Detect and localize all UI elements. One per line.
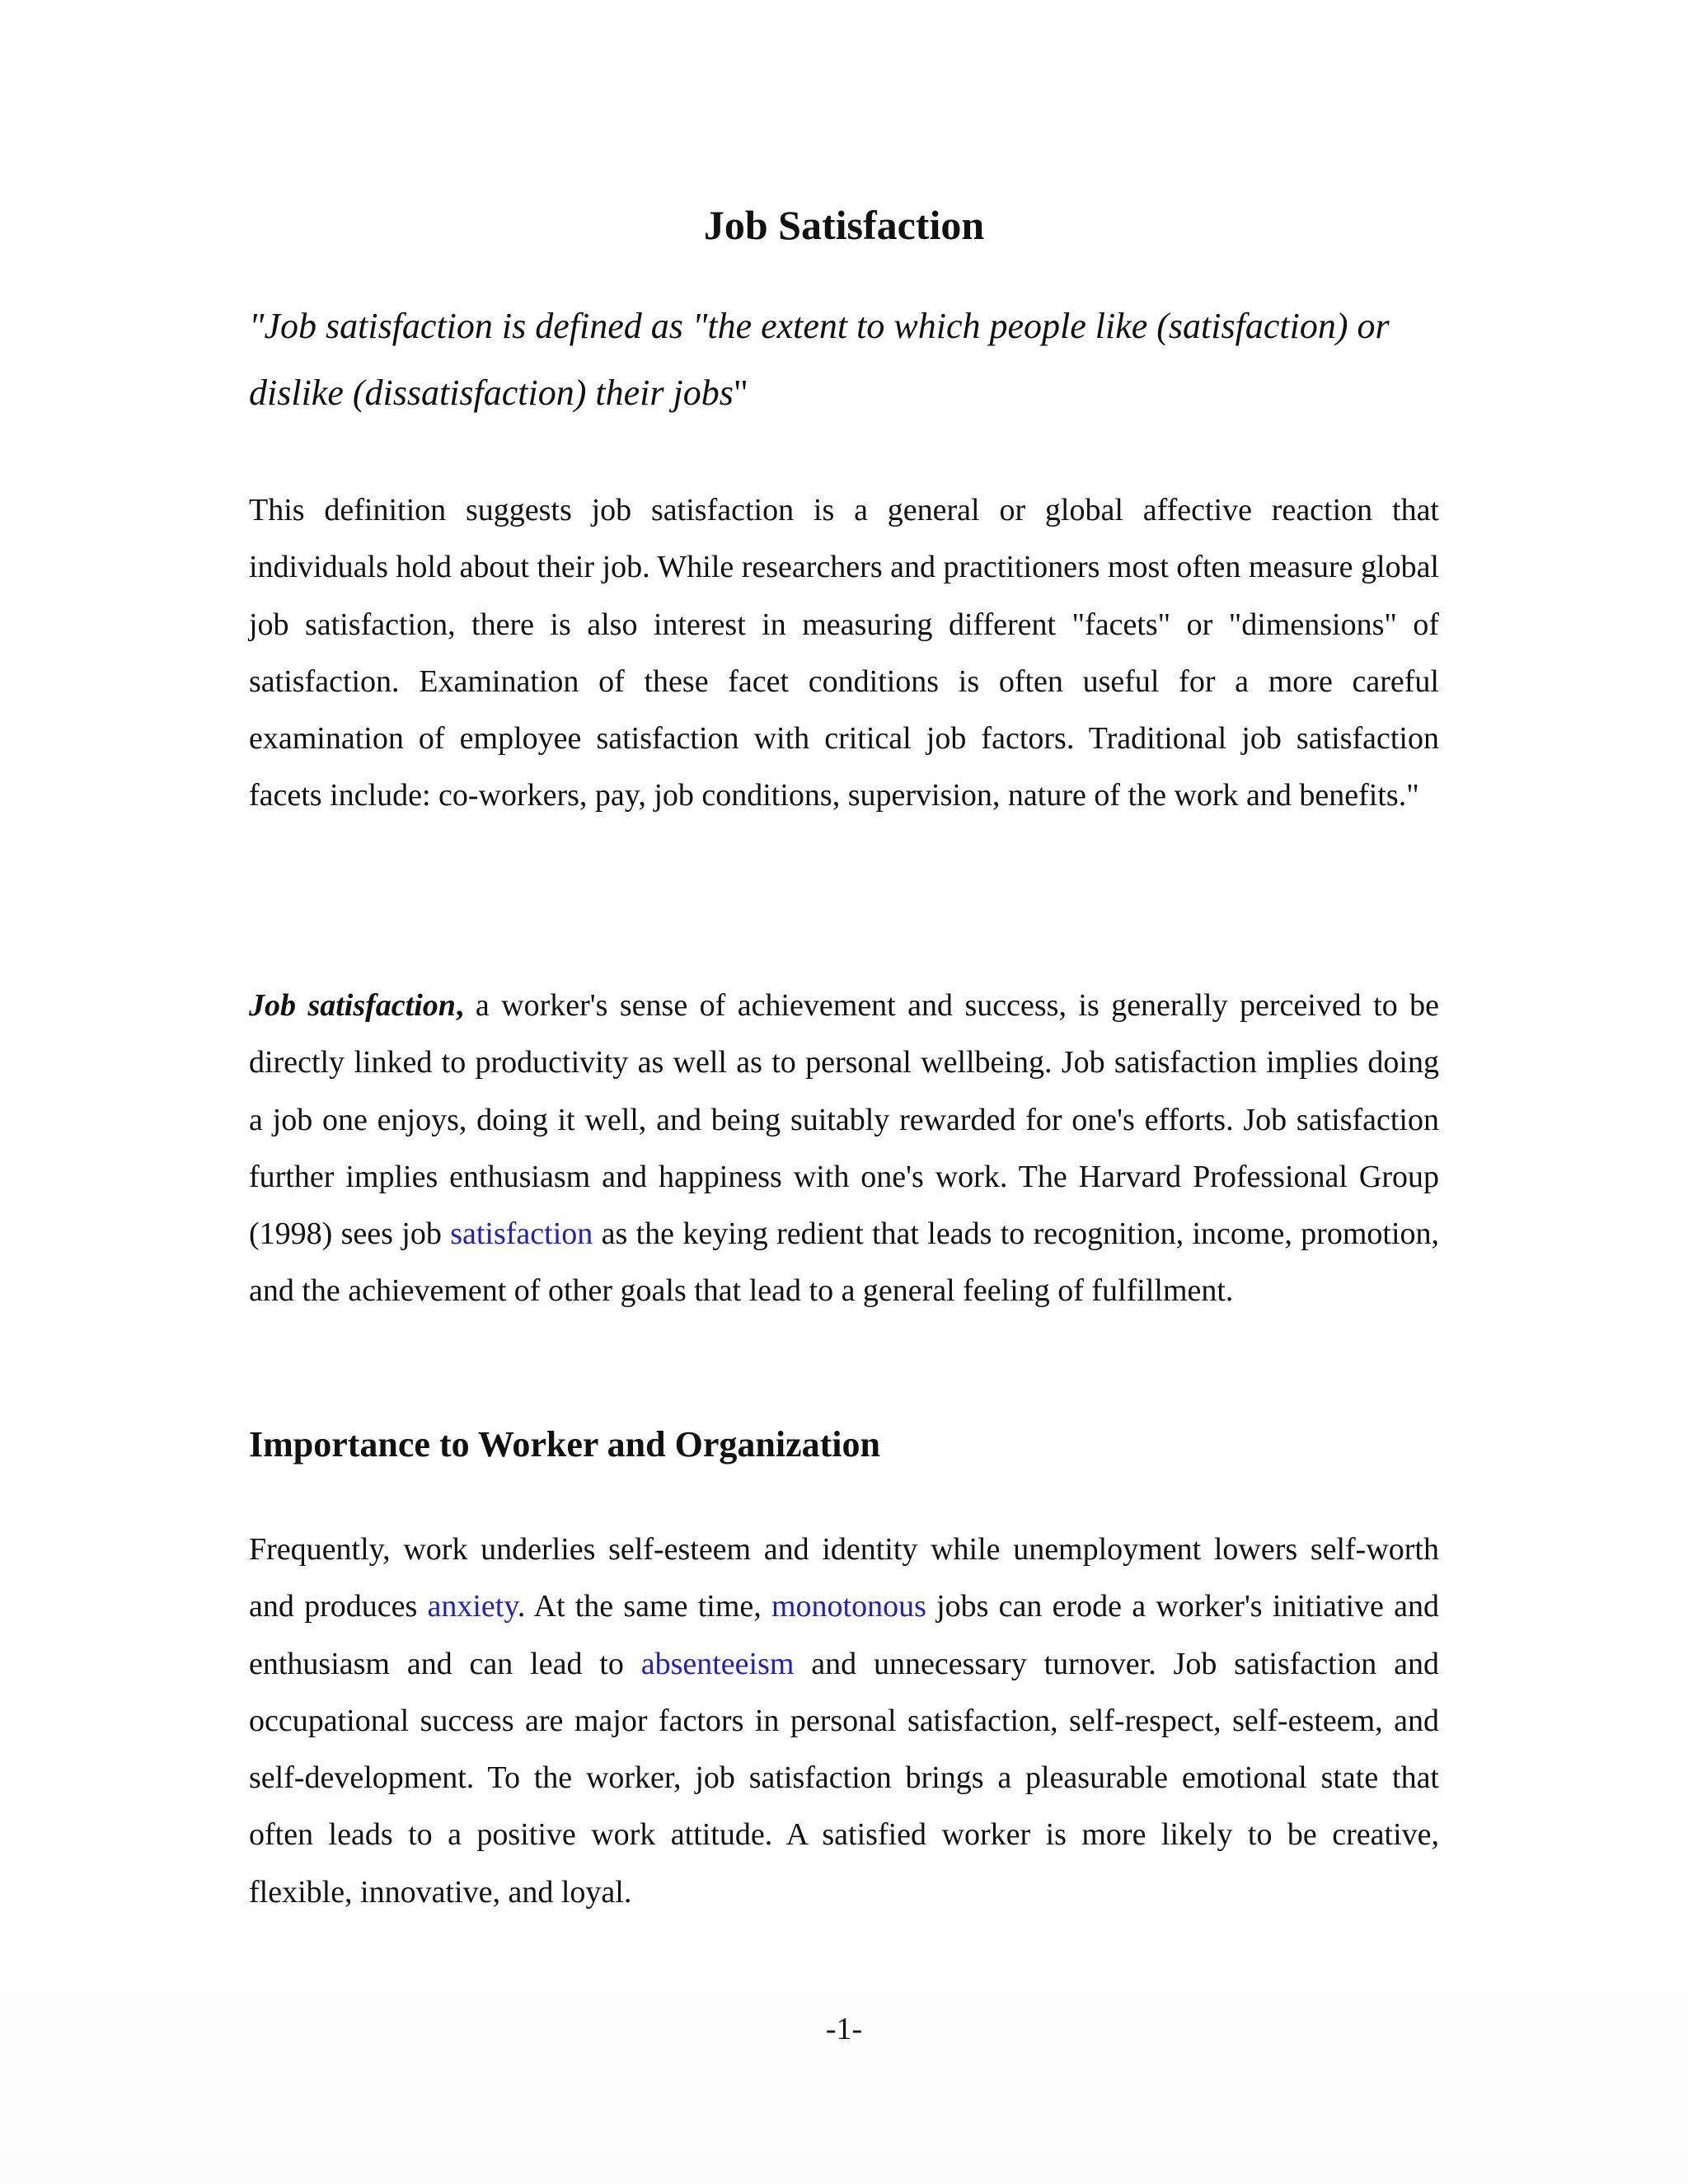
definition-quote-closing: " xyxy=(733,373,748,413)
paragraph-text: . At the same time, xyxy=(517,1589,771,1624)
page-title: Job Satisfaction xyxy=(703,202,985,248)
satisfaction-link[interactable]: satisfaction xyxy=(450,1216,593,1252)
job-satisfaction-paragraph xyxy=(249,977,1439,1320)
paragraph-text: jobs can erode a worker's initiative and enthusiasm and can lead to xyxy=(249,1589,1439,1681)
paragraph-text: a worker's sense of achievement and success, is generally perceived to be directly linked to productivity as well as to personal wellbeing. Job satisfaction implies doing a job one enjoys, doing it well, and being suitably rewarded for one's efforts. Job satisfaction further implies enthusiasm and happiness with one's work. The Harvard Professional Group (1998) sees job xyxy=(249,988,1440,1252)
definition-quote xyxy=(249,293,1452,426)
anxiety-link[interactable]: anxiety xyxy=(427,1589,518,1624)
importance-paragraph xyxy=(249,1521,1439,1921)
paragraph-text: and unnecessary turnover. Job satisfaction and occupational success are major factors in personal satisfaction, self-respect, self-esteem, and self-development. To the worker, job satisfaction brings a pleasurable emotional state that often leads to a positive work attitude. A satisfied worker is more likely to be creative, flexible, innovative, and loyal. xyxy=(249,1646,1439,1910)
page-number: -1- xyxy=(825,2012,863,2046)
lead-comma: , xyxy=(455,988,464,1023)
absenteeism-link[interactable]: absenteeism xyxy=(640,1646,795,1681)
paragraph-text: as the keying redient that leads to recognition, income, promotion, and the achievement of other goals that lead to a general feeling of fulfillment. xyxy=(249,1216,1439,1309)
definition-paragraph: This definition suggests job satisfaction is a general or global affective reaction that individuals hold about their job. While researchers and practitioners most often measure global job satisfaction, there is also interest in measuring different "facets" or "dimensions" of satisfaction. Examination of these facet conditions is often useful for a more careful examination of employee satisfaction with critical job factors. Traditional job satisfaction facets include: co-workers, pay, job conditions, supervision, nature of the work and benefits." xyxy=(249,493,1439,813)
section-heading: Importance to Worker and Organization xyxy=(249,1424,880,1465)
lead-term: Job satisfaction xyxy=(249,988,456,1023)
monotonous-link[interactable]: monotonous xyxy=(771,1589,926,1624)
paragraph-text: Frequently, work underlies self-esteem and identity while unemployment lowers self-worth and produces xyxy=(249,1532,1439,1624)
definition-quote-text: "Job satisfaction is defined as "the extent to which people like (satisfaction) or dislike (dissatisfaction) their jobs xyxy=(249,306,1390,413)
